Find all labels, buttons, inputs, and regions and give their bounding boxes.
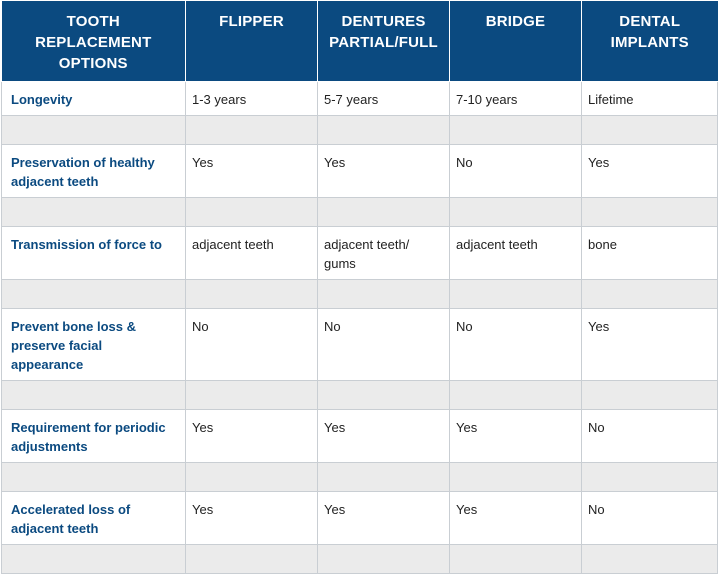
spacer-cell bbox=[450, 197, 582, 226]
spacer-cell bbox=[186, 462, 318, 491]
table-row-longevity bbox=[2, 81, 718, 115]
table-cell-bridge bbox=[450, 226, 582, 279]
table-cell-flipper bbox=[186, 144, 318, 197]
table-cell-flipper bbox=[186, 226, 318, 279]
table-cell-bridge bbox=[450, 81, 582, 115]
spacer-cell bbox=[582, 380, 718, 409]
spacer-cell bbox=[582, 544, 718, 573]
table-cell-dentures bbox=[318, 81, 450, 115]
spacer-cell bbox=[2, 197, 186, 226]
table-row-bone-loss bbox=[2, 308, 718, 380]
table-spacer-row bbox=[2, 279, 718, 308]
table-cell-bridge bbox=[450, 409, 582, 462]
cell-line: No bbox=[456, 318, 473, 334]
table-cell-dentures bbox=[318, 409, 450, 462]
table-cell-dentures bbox=[318, 491, 450, 544]
table-spacer-row bbox=[2, 462, 718, 491]
spacer-cell bbox=[318, 380, 450, 409]
header-flipper bbox=[186, 1, 318, 81]
header-dental-implants bbox=[582, 1, 718, 81]
table-header-row bbox=[2, 1, 718, 81]
spacer-cell bbox=[582, 279, 718, 308]
spacer-cell bbox=[186, 197, 318, 226]
header-line: TOOTH bbox=[66, 13, 120, 30]
cell-line: No bbox=[588, 419, 605, 435]
header-bridge bbox=[450, 1, 582, 81]
row-label-line: Preservation of healthy bbox=[11, 154, 155, 170]
header-line: PARTIAL/FULL bbox=[329, 34, 438, 51]
row-label-line: adjacent teeth bbox=[11, 173, 99, 189]
header-line: DENTAL bbox=[619, 13, 681, 30]
table-cell-implants bbox=[582, 226, 718, 279]
spacer-cell bbox=[186, 544, 318, 573]
spacer-cell bbox=[450, 115, 582, 144]
table-cell-flipper bbox=[186, 491, 318, 544]
cell-line: Yes bbox=[192, 154, 214, 170]
cell-line: No bbox=[588, 501, 605, 517]
cell-line: gums bbox=[324, 255, 356, 271]
cell-line: Yes bbox=[588, 318, 610, 334]
table-spacer-row bbox=[2, 544, 718, 573]
cell-line: adjacent teeth bbox=[456, 236, 538, 252]
cell-line: bone bbox=[588, 236, 617, 252]
cell-line: Yes bbox=[324, 501, 346, 517]
table-spacer-row bbox=[2, 380, 718, 409]
row-label-line: Accelerated loss of bbox=[11, 501, 131, 517]
table-row-accelerated-loss bbox=[2, 491, 718, 544]
spacer-cell bbox=[2, 462, 186, 491]
spacer-cell bbox=[450, 380, 582, 409]
spacer-cell bbox=[318, 279, 450, 308]
row-label-line: Prevent bone loss & bbox=[11, 318, 136, 334]
spacer-cell bbox=[318, 544, 450, 573]
cell-line: adjacent teeth bbox=[192, 236, 274, 252]
table-cell-implants bbox=[582, 81, 718, 115]
cell-line: Yes bbox=[456, 419, 478, 435]
row-label bbox=[2, 226, 186, 279]
cell-line: 5-7 years bbox=[324, 91, 379, 107]
table-cell-flipper bbox=[186, 308, 318, 380]
spacer-cell bbox=[318, 197, 450, 226]
header-line: OPTIONS bbox=[58, 55, 128, 72]
cell-line: No bbox=[456, 154, 473, 170]
spacer-cell bbox=[582, 197, 718, 226]
spacer-cell bbox=[186, 279, 318, 308]
row-label-line: Longevity bbox=[11, 91, 73, 107]
table-cell-dentures bbox=[318, 226, 450, 279]
spacer-cell bbox=[2, 544, 186, 573]
row-label-line: adjustments bbox=[11, 438, 88, 454]
table-cell-bridge bbox=[450, 491, 582, 544]
spacer-cell bbox=[186, 380, 318, 409]
cell-line: Yes bbox=[192, 501, 214, 517]
cell-line: No bbox=[324, 318, 341, 334]
row-label bbox=[2, 81, 186, 115]
header-dentures bbox=[318, 1, 450, 81]
table-cell-flipper bbox=[186, 81, 318, 115]
table-cell-implants bbox=[582, 409, 718, 462]
spacer-cell bbox=[318, 462, 450, 491]
row-label bbox=[2, 409, 186, 462]
spacer-cell bbox=[186, 115, 318, 144]
cell-line: Yes bbox=[192, 419, 214, 435]
spacer-cell bbox=[450, 544, 582, 573]
table-cell-implants bbox=[582, 491, 718, 544]
table-cell-implants bbox=[582, 308, 718, 380]
header-line: IMPLANTS bbox=[610, 34, 689, 51]
spacer-cell bbox=[318, 115, 450, 144]
tooth-replacement-comparison-table bbox=[1, 1, 718, 574]
cell-line: Yes bbox=[324, 419, 346, 435]
table-cell-dentures bbox=[318, 308, 450, 380]
row-label bbox=[2, 144, 186, 197]
table-cell-dentures bbox=[318, 144, 450, 197]
table-cell-bridge bbox=[450, 308, 582, 380]
header-line: BRIDGE bbox=[485, 13, 546, 30]
cell-line: No bbox=[192, 318, 209, 334]
row-label bbox=[2, 308, 186, 380]
table-spacer-row bbox=[2, 115, 718, 144]
cell-line: Yes bbox=[324, 154, 346, 170]
comparison-table-container bbox=[1, 1, 717, 555]
spacer-cell bbox=[582, 462, 718, 491]
cell-line: 7-10 years bbox=[456, 91, 518, 107]
header-options bbox=[2, 1, 186, 81]
header-line: FLIPPER bbox=[219, 13, 284, 30]
cell-line: adjacent teeth/ bbox=[324, 236, 410, 252]
table-row-adjustments bbox=[2, 409, 718, 462]
header-line: DENTURES bbox=[341, 13, 426, 30]
spacer-cell bbox=[2, 279, 186, 308]
cell-line: 1-3 years bbox=[192, 91, 247, 107]
spacer-cell bbox=[450, 279, 582, 308]
row-label-line: preserve facial bbox=[11, 337, 103, 353]
spacer-cell bbox=[450, 462, 582, 491]
header-line: REPLACEMENT bbox=[35, 34, 152, 51]
row-label-line: Requirement for periodic bbox=[11, 419, 166, 435]
table-cell-flipper bbox=[186, 409, 318, 462]
table-row-preservation bbox=[2, 144, 718, 197]
table-cell-bridge bbox=[450, 144, 582, 197]
spacer-cell bbox=[2, 115, 186, 144]
cell-line: Yes bbox=[456, 501, 478, 517]
row-label-line: appearance bbox=[11, 356, 84, 372]
row-label bbox=[2, 491, 186, 544]
cell-line: Lifetime bbox=[588, 91, 634, 107]
row-label-line: Transmission of force to bbox=[11, 236, 162, 252]
spacer-cell bbox=[2, 380, 186, 409]
table-row-transmission bbox=[2, 226, 718, 279]
table-spacer-row bbox=[2, 197, 718, 226]
spacer-cell bbox=[582, 115, 718, 144]
cell-line: Yes bbox=[588, 154, 610, 170]
table-cell-implants bbox=[582, 144, 718, 197]
row-label-line: adjacent teeth bbox=[11, 520, 99, 536]
